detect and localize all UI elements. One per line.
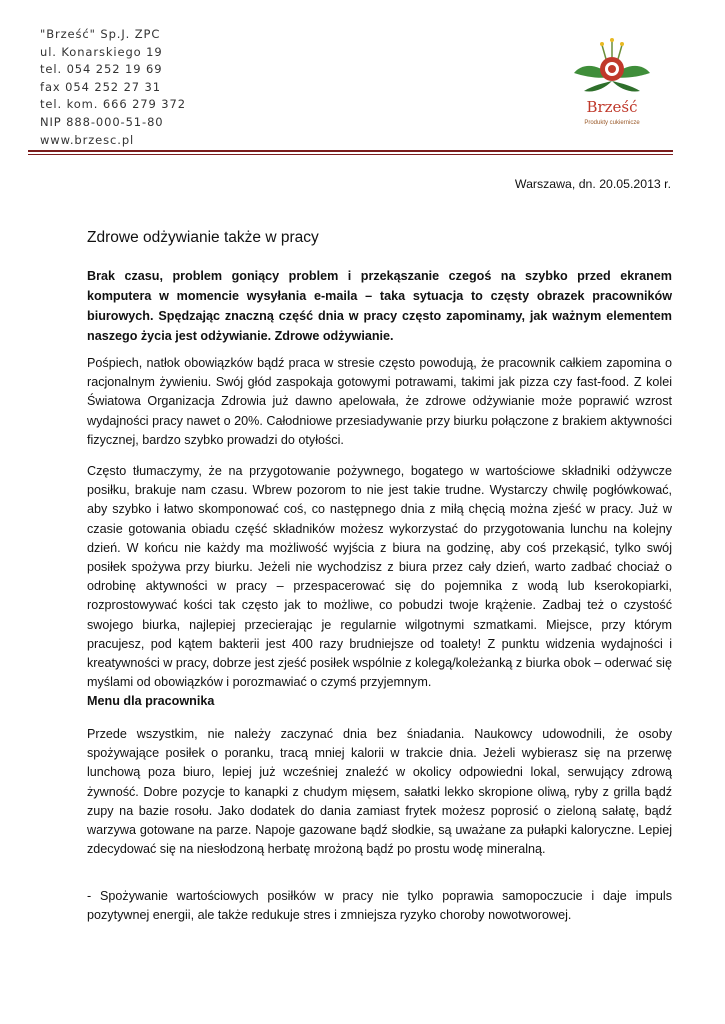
logo-sprigs	[602, 41, 622, 59]
section-heading: Menu dla pracownika	[87, 694, 215, 708]
article-paragraph: Przede wszystkim, nie należy zaczynać dnia bez śniadania. Naukowcy udowodnili, że osoby spożywające posiłek o poranku, tracą mniej kalorii w trakcie dnia. Jeżeli wybierasz się na przerwę lunchową poza biuro, lepiej już wcześniej znaleźć w okolicy odpowiedni lokal, serwujący zdrową żywność. Dobre pozycje to kanapki z chudym mięsem, sałatki lekko skropione oliwą, ryby z grilla bądź zupy na bazie rosołu. Jako dodatek do dania zamiast frytek możesz poprosić o zieloną sałatę, bądź warzywa gotowane na parze. Napoje gazowane bądź słodkie, są uważane za pułapki kaloryczne. Lepiej zdecydować się na niesłodzoną herbatę mrożoną bądź po prostu wodę mineralną.	[87, 727, 672, 857]
company-address: ul. Konarskiego 19	[40, 44, 163, 59]
logo-bud	[600, 42, 604, 46]
header-rule-thin	[28, 154, 673, 155]
logo-leaf-low-right	[612, 81, 640, 92]
brzesc-logo	[562, 33, 662, 133]
header-rule	[28, 150, 673, 152]
company-website: www.brzesc.pl	[40, 132, 135, 147]
company-fax: fax 054 252 27 31	[40, 79, 161, 94]
letterhead	[40, 26, 240, 149]
company-nip: NIP 888-000-51-80	[40, 114, 164, 129]
article-paragraph: - Spożywanie wartościowych posiłków w pracy nie tylko poprawia samopoczucie i daje impuls pozytywnej energii, ale także redukuje stres i zmniejsza ryzyko choroby nowotworowej.	[87, 889, 672, 923]
article-paragraph: Często tłumaczymy, że na przygotowanie pożywnego, bogatego w wartościowe składniki odżywcze posiłku, brakuje nam czasu. Wbrew pozorom to nie jest takie trudne. Wystarczy chwilę pogłówkować, aby szybko i łatwo skomponować coś, co następnego dnia z miłą chęcią można zjeść w pracy. Już w czasie gotowania obiadu część składników możesz wykorzystać do przygotowania lunchu na kolejny dzień. W końcu nie każdy ma możliwość wyjścia z biura na godzinę, aby coś przekąsić, tylko swój posiłek spożywa przy biurku. Jeżeli nie wychodzisz z biura przez cały dzień, warto zadbać chociaż o odrobinę aktywności w pracy – przespacerować się do pojemnika z wodą lub kserokopiarki, rozprostowywać kości tak często jak to możliwe, co pobudzi twoje krążenie. Zadbaj też o czystość swojego biurka, najlepiej przecierając je regularnie wilgotnymi szmatkami. Miejsce, przy którym pracujesz, pod kątem bakterii jest 400 razy brudniejsze od toalety! Z punktu widzenia wydajności i kreatywności w pracy, dobrze jest zjeść posiłek wspólnie z kolegą/koleżanką z biurka obok – oderwać się myślami od obowiązków i porozmawiać o czymś przyjemnym.	[87, 464, 672, 690]
logo-brand-text: Brześć	[586, 98, 638, 116]
logo-leaf-low-left	[584, 81, 612, 92]
logo-bud	[610, 38, 614, 42]
article-title: Zdrowe odżywianie także w pracy	[87, 229, 319, 246]
letter-date: Warszawa, dn. 20.05.2013 r.	[514, 177, 671, 191]
logo-flower-core	[608, 65, 616, 73]
logo-tagline: Produkty cukiernicze	[584, 120, 640, 126]
company-mobile: tel. kom. 666 279 372	[40, 97, 186, 112]
article-paragraph: Pośpiech, natłok obowiązków bądź praca w stresie często powodują, że pracownik całkiem zapomina o racjonalnym żywieniu. Swój głód zaspokaja gotowymi potrawami, takimi jak pizza czy fast-food. Z kolei Światowa Organizacja Zdrowia już dawno apelowała, że zdrowe odżywianie może poprawić wzrost wydajności pracy nawet o 20%. Całodniowe przesiadywanie przy biurku połączone z brakiem aktywności fizycznej, bardzo szybko prowadzi do otyłości.	[87, 356, 672, 447]
logo-bud	[620, 42, 624, 46]
company-phone: tel. 054 252 19 69	[40, 62, 163, 77]
company-name: "Brześć" Sp.J. ZPC	[40, 27, 161, 41]
article-lead: Brak czasu, problem goniący problem i przekąszanie czegoś na szybko przed ekranem komputera w momencie wysyłania e-maila – taka sytuacja to częsty obrazek pracowników biurowych. Spędzając znaczną część dnia w pracy często zapominamy, jak ważnym elementem naszego życia jest odżywianie. Zdrowe odżywianie.	[87, 269, 672, 343]
